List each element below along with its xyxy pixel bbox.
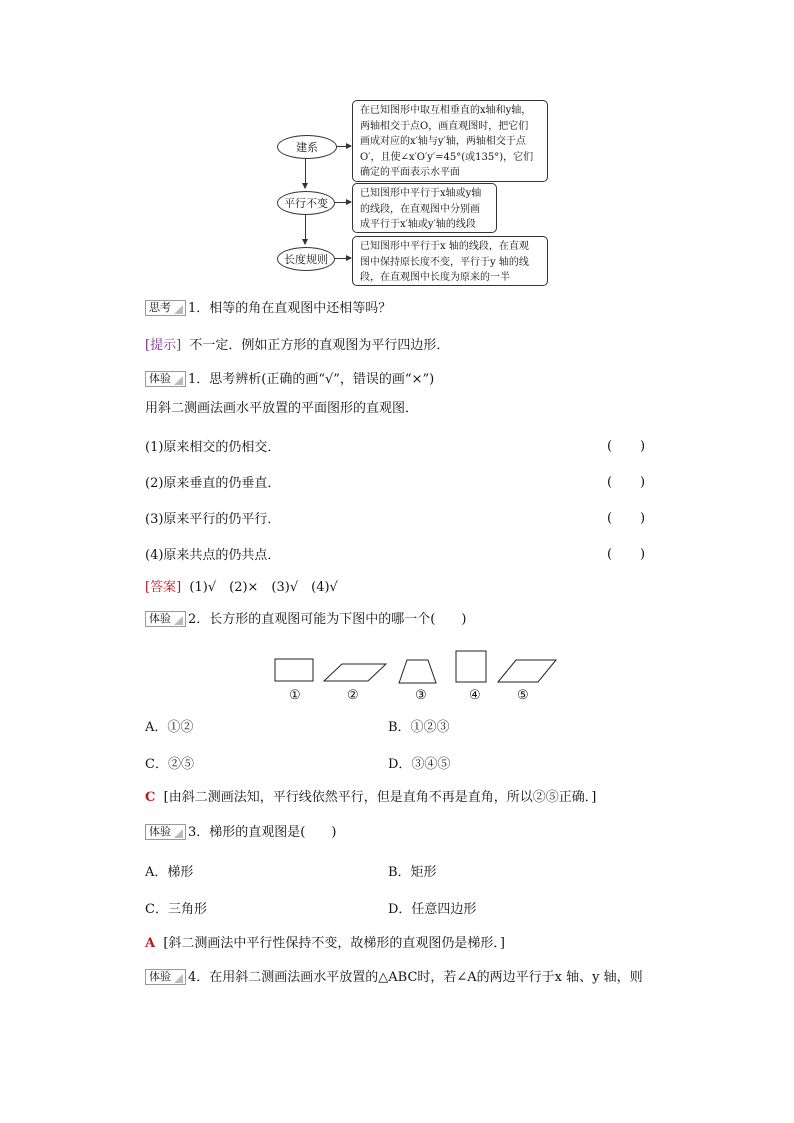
shape-parallelogram-a xyxy=(324,664,386,681)
node-pingxing-bubian: 平行不变 xyxy=(277,191,335,215)
arrow-right-1 xyxy=(336,146,351,147)
think-question xyxy=(145,300,391,318)
box3-line: 段，在直观图中长度为原来的一半 xyxy=(360,272,510,283)
think-question-text: 1．相等的角在直观图中还相等吗？ xyxy=(188,301,392,316)
exp2-question-text: 2．长方形的直观图可能为下图中的哪一个( ) xyxy=(188,612,467,627)
node-changdu-guize: 长度规则 xyxy=(277,247,335,271)
exp3-option-d: D．任意四边形 xyxy=(388,902,477,917)
arrow-down-2 xyxy=(305,214,306,244)
shape-rectangle xyxy=(275,659,313,681)
box2-line: 已知图形中平行于x轴或y轴 xyxy=(360,188,482,199)
exp3-question-text: 3．梯形的直观图是( ) xyxy=(188,825,337,840)
exp3-option-a: A．梯形 xyxy=(145,865,194,880)
answer-text: (1)√ (2)× (3)√ (4)√ xyxy=(189,580,338,595)
exp1-paren-left: ( xyxy=(607,547,613,562)
answer-label: [答案] xyxy=(145,580,182,595)
exp1-paren-right: ) xyxy=(640,475,646,490)
exp1-paren-left: ( xyxy=(607,475,613,490)
box-jianxi-desc xyxy=(352,100,548,182)
fig-label: ⑤ xyxy=(517,688,529,703)
exp1-item: (1)原来相交的仍相交． xyxy=(145,440,281,455)
exp3-answer-letter: A xyxy=(145,936,156,951)
exp3-question xyxy=(145,824,336,842)
node-jianxi: 建系 xyxy=(277,135,337,159)
box3-line: 已知图形中平行于x 轴的线段，在直观 xyxy=(360,241,529,252)
box2-line: 的线段，在直观图中分别画 xyxy=(360,203,480,215)
fig-label: ② xyxy=(347,688,359,703)
fig-label: ④ xyxy=(469,688,481,703)
exp1-item: (3)原来平行的仍平行． xyxy=(145,512,281,527)
exp1-title-text: 1．思考辨析(正确的画“√”，错误的画“×”) xyxy=(188,372,435,387)
exp2-tag: 体验 xyxy=(145,611,186,627)
box1-line: 确定的平面表示水平面 xyxy=(360,167,460,178)
exp1-item: (2)原来垂直的仍垂直． xyxy=(145,476,281,491)
box3-line: 图中保持原长度不变，平行于y 轴的线 xyxy=(360,256,529,268)
think-tag: 思考 xyxy=(145,300,186,316)
exp1-paren-right: ) xyxy=(640,511,646,526)
hint-text: 不一定．例如正方形的直观图为平行四边形． xyxy=(189,338,450,353)
fig-label: ③ xyxy=(415,688,427,703)
box1-line: 画成对应的x′轴与y′轴，两轴相交于点 xyxy=(360,136,526,147)
arrow-right-3 xyxy=(334,258,351,259)
arrow-right-2 xyxy=(334,202,351,203)
exp1-intro: 用斜二测画法画水平放置的平面图形的直观图． xyxy=(145,401,419,416)
exp1-title xyxy=(145,371,434,389)
exp4-tag: 体验 xyxy=(145,969,186,985)
shape-square xyxy=(456,651,486,682)
box-pingxing-desc xyxy=(352,183,497,233)
exp3-tag: 体验 xyxy=(145,824,186,840)
hint-line xyxy=(145,337,449,355)
exp2-answer-letter: C xyxy=(145,790,156,805)
arrow-down-1 xyxy=(305,158,306,188)
hint-label: [提示] xyxy=(145,338,182,353)
exp2-question xyxy=(145,611,466,629)
exp1-paren-right: ) xyxy=(640,439,646,454)
box1-line: O′，且使∠x′O′y′=45°(或135°)，它们 xyxy=(360,151,534,163)
exp1-answer xyxy=(145,579,338,597)
box1-line: 两轴相交于点O，画直观图时，把它们 xyxy=(360,120,529,132)
fig-label: ① xyxy=(289,688,301,703)
box2-line: 成平行于x′轴或y′轴的线段 xyxy=(360,219,476,230)
shape-parallelogram-b xyxy=(498,660,556,682)
box1-line: 在已知图形中取互相垂直的x轴和y轴， xyxy=(360,105,532,116)
exp1-paren-left: ( xyxy=(607,511,613,526)
shapes-figure xyxy=(268,648,568,688)
exp3-option-c: C．三角形 xyxy=(145,902,207,917)
shape-trapezoid xyxy=(399,660,436,683)
exp2-option-c: C．②⑤ xyxy=(145,757,194,772)
exp2-explanation-text: [由斜二测画法知，平行线依然平行，但是直角不再是直角，所以②⑤正确．] xyxy=(163,790,597,805)
exp1-item: (4)原来共点的仍共点． xyxy=(145,548,281,563)
exp1-paren-right: ) xyxy=(640,547,646,562)
exp3-explanation xyxy=(145,935,505,953)
exp4-question-text: 4．在用斜二测画法画水平放置的△ABC时，若∠A的两边平行于x 轴、y 轴，则 xyxy=(188,970,643,985)
exp4-question xyxy=(145,969,643,987)
exp1-paren-left: ( xyxy=(607,439,613,454)
box-changdu-desc xyxy=(352,236,548,286)
exp1-tag: 体验 xyxy=(145,371,186,387)
exp2-option-b: B．①②③ xyxy=(388,720,450,735)
exp2-option-a: A．①② xyxy=(145,720,194,735)
exp3-option-b: B．矩形 xyxy=(388,865,437,880)
exp2-explanation xyxy=(145,789,596,807)
exp3-explanation-text: [斜二测画法中平行性保持不变，故梯形的直观图仍是梯形．] xyxy=(163,936,506,951)
exp2-option-d: D．③④⑤ xyxy=(388,757,451,772)
